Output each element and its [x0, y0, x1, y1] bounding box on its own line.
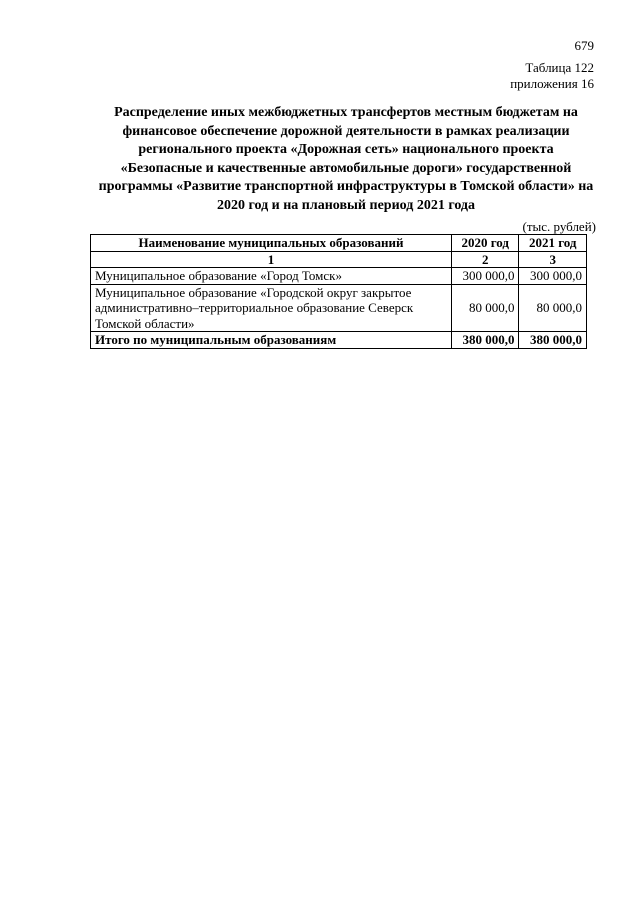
total-row	[91, 332, 587, 349]
total-name: Итого по муниципальным образованиям	[91, 332, 452, 349]
column-number-3: 3	[519, 251, 587, 268]
header-2021: 2021 год	[519, 235, 587, 252]
column-number-1: 1	[91, 251, 452, 268]
row-value-2021: 80 000,0	[519, 284, 587, 332]
row-value-2021: 300 000,0	[519, 268, 587, 285]
table-ref-line-2: приложения 16	[510, 76, 594, 91]
table-row	[91, 268, 587, 285]
row-name: Муниципальное образование «Городской округ закрытое административно–территориальное образование Северск Томской области»	[91, 284, 452, 332]
row-name: Муниципальное образование «Город Томск»	[91, 268, 452, 285]
row-value-2020: 300 000,0	[452, 268, 519, 285]
transfers-table	[90, 234, 587, 349]
page-number: 679	[574, 38, 594, 53]
header-2020: 2020 год	[452, 235, 519, 252]
header-name: Наименование муниципальных образований	[91, 235, 452, 252]
document-title: Распределение иных межбюджетных трансфертов местным бюджетам на финансовое обеспечение дорожной деятельности в рамках реализации регионального проекта «Дорожная сеть» национального проекта «Безопасные и качественные автомобильные дороги» государственной программы «Развитие транспортной инфраструктуры в Томской области» на 2020 год и на плановый период 2021 года	[98, 105, 594, 213]
total-value-2021: 380 000,0	[519, 332, 587, 349]
total-value-2020: 380 000,0	[452, 332, 519, 349]
row-value-2020: 80 000,0	[452, 284, 519, 332]
table-row	[91, 284, 587, 332]
table-reference	[510, 60, 594, 92]
header-row	[91, 235, 587, 252]
units-label: (тыс. рублей)	[522, 219, 596, 234]
column-number-row	[91, 251, 587, 268]
table-ref-line-1: Таблица 122	[525, 60, 594, 75]
column-number-2: 2	[452, 251, 519, 268]
